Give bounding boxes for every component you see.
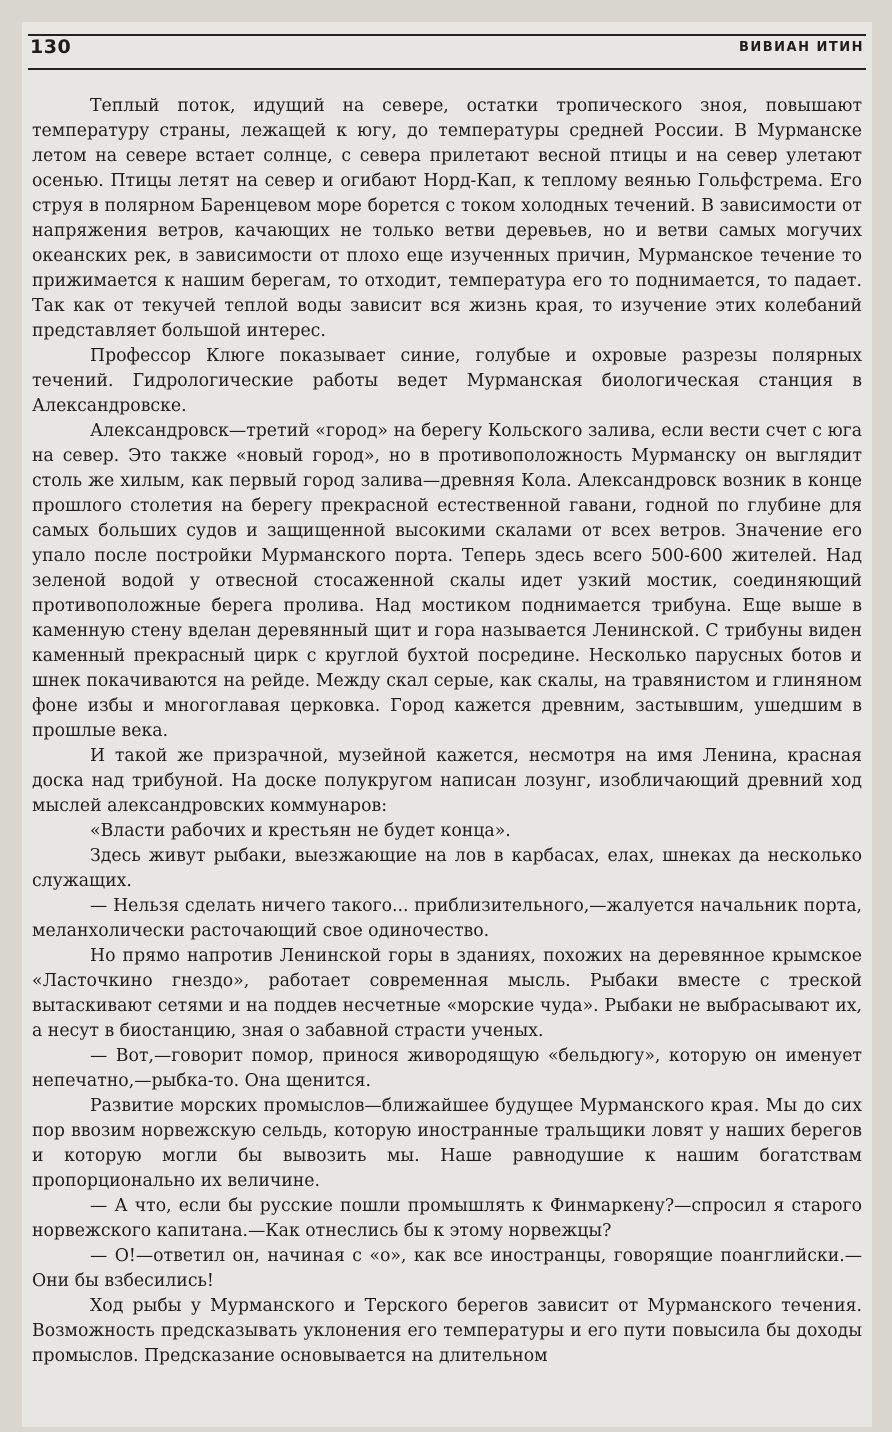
paragraph: Ход рыбы у Мурманского и Терского берегов зависит от Мурманского течения. Возможность предсказывать уклонения его температуры и его пути повысила бы доходы промыслов. Предсказание основывается на длительном: [32, 1296, 862, 1366]
slogan-quote: «Власти рабочих и крестьян не будет конца».: [90, 821, 511, 841]
paragraph: Но прямо напротив Ленинской горы в зданиях, похожих на деревянное крымское «Ласточкино гнездо», работает современная мысль. Рыбаки вместе с треской вытаскивают сетями и на поддев несчетные «морские чуда». Рыбаки не выбрасывают их, а несут в биостанцию, зная о забавной страсти ученых.: [32, 946, 862, 1041]
paragraph: И такой же призрачной, музейной кажется, несмотря на имя Ленина, красная доска над трибуной. На доске полукругом написан лозунг, изобличающий древний ход мыслей александровских коммунаров:: [32, 746, 862, 816]
page-number: 130: [30, 36, 72, 58]
paragraph: Здесь живут рыбаки, выезжающие на лов в карбасах, елах, шнеках да несколько служащих.: [32, 846, 862, 891]
running-head: ВИВИАН ИТИН: [738, 40, 864, 55]
dialogue-line: — А что, если бы русские пошли промышлять к Финмаркену?—спросил я старого норвежского капитана.—Как отнеслись бы к этому норвежцы?: [32, 1196, 862, 1241]
dialogue-line: — О!—ответил он, начиная с «о», как все иностранцы, говорящие поанглийски.—Они бы взбесились!: [32, 1246, 862, 1291]
dialogue-line: — Вот,—говорит помор, принося живородящую «бельдюгу», которую он именует непечатно,—рыбка-то. Она щенится.: [32, 1046, 862, 1091]
header-rule-bottom: [28, 68, 866, 70]
header-rule-top: [28, 34, 866, 36]
dialogue-line: — Нельзя сделать ничего такого... приблизительного,—жалуется начальник порта, меланхолически расточающий свое одиночество.: [32, 896, 862, 941]
paragraph: Александровск—третий «город» на берегу Кольского залива, если вести счет с юга на север. Это также «новый город», но в противоположность Мурманску он выглядит столь же хилым, как первый город залива—древняя Кола. Александровск возник в конце прошлого столетия на берегу прекрасной естественной гавани, годной по глубине для самых больших судов и защищенной высокими скалами от всех ветров. Значение его упало после постройки Мурманского порта. Теперь здесь всего 500-600 жителей. Над зеленой водой у отвесной стосаженной скалы идет узкий мостик, соединяющий противоположные берега пролива. Над мостиком поднимается трибуна. Еще выше в каменную стену вделан деревянный щит и гора называется Ленинской. С трибуны виден каменный прекрасный цирк с круглой бухтой посредине. Несколько парусных ботов и шнек покачиваются на рейде. Между скал серые, как скалы, на травянистом и глиняном фоне избы и многоглавая церковка. Город кажется древним, застывшим, ушедшим в прошлые века.: [32, 421, 862, 741]
paragraph: Теплый поток, идущий на севере, остатки тропического зноя, повышают температуру страны, лежащей к югу, до температуры средней России. В Мурманске летом на севере встает солнце, с севера прилетают весной птицы и на север улетают осенью. Птицы летят на север и огибают Норд-Кап, к теплому веянью Гольфстрема. Его струя в полярном Баренцевом море борется с током холодных течений. В зависимости от напряжения ветров, качающих не только ветви деревьев, но и ветви самых могучих океанских рек, в зависимости от плохо еще изученных причин, Мурманское течение то прижимается к нашим берегам, то отходит, температура его то поднимается, то падает. Так как от текучей теплой воды зависит вся жизнь края, то изучение этих колебаний представляет большой интерес.: [32, 96, 862, 341]
book-page: [22, 22, 872, 1427]
paragraph: Развитие морских промыслов—ближайшее будущее Мурманского края. Мы до сих пор ввозим норвежскую сельдь, которую иностранные тральщики ловят у наших берегов и которую могли бы вывозить мы. Наше равнодушие к нашим богатствам пропорционально их величине.: [32, 1096, 862, 1191]
body-text: [32, 94, 862, 1369]
paragraph: Профессор Клюге показывает синие, голубые и охровые разрезы полярных течений. Гидрологические работы ведет Мурманская биологическая станция в Александровске.: [32, 346, 862, 416]
